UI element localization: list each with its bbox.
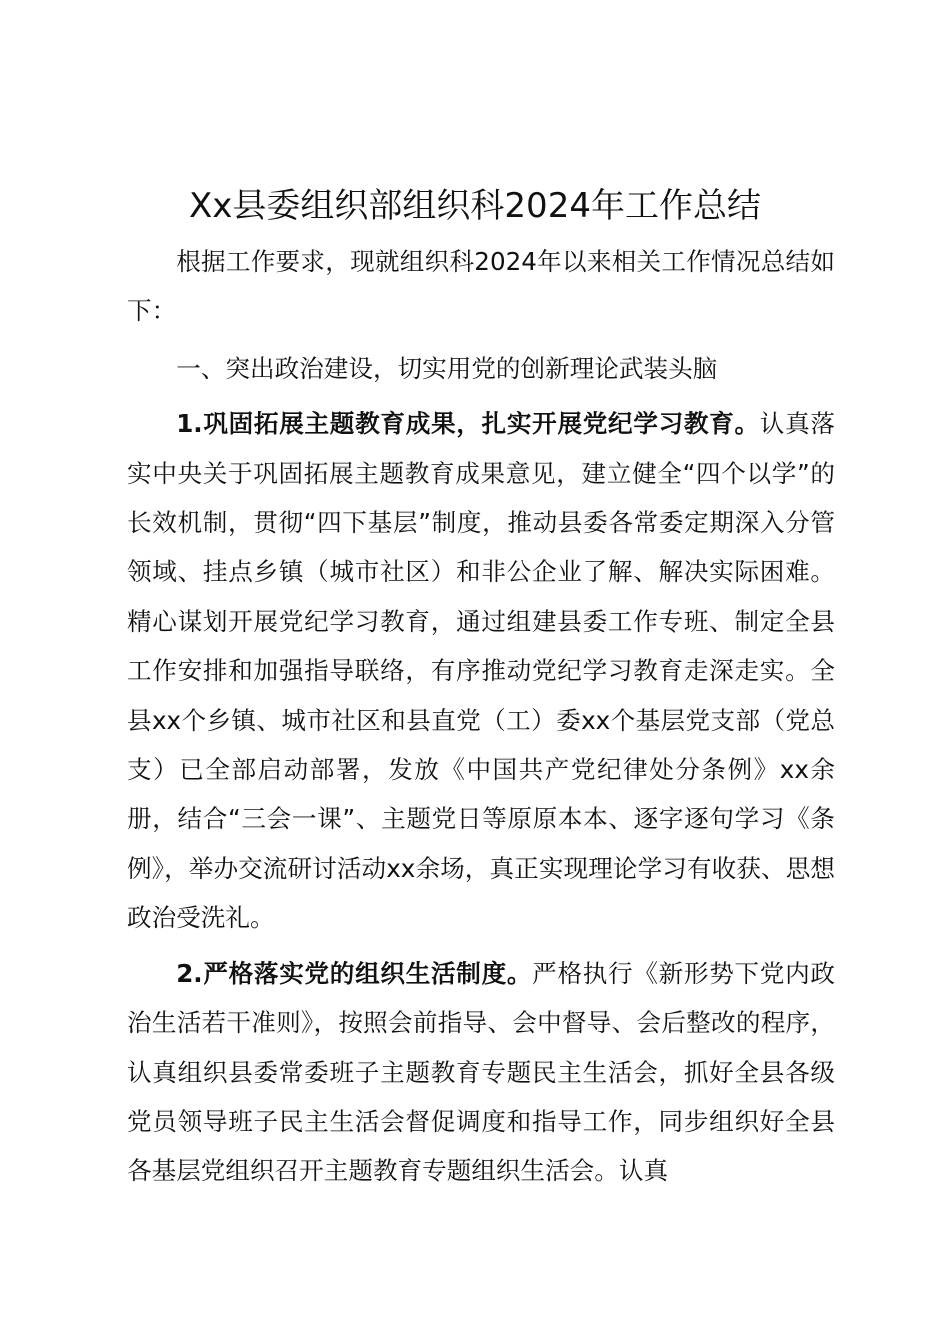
document-body: [127, 237, 835, 1196]
item-2-text: 严格执行《新形势下党内政治生活若干准则》，按照会前指导、会中督导、会后整改的程序，认真组织县委常委班子主题教育专题民主生活会，抓好全县各级党员领导班子民主生活会督促调度和指导工作，同步组织好全县各基层党组织召开主题教育专题组织生活会。认真: [127, 958, 835, 1186]
intro-paragraph: 根据工作要求，现就组织科2024年以来相关工作情况总结如下：: [127, 247, 835, 326]
item-2-paragraph: [127, 949, 835, 1196]
item-1-text: 认真落实中央关于巩固拓展主题教育成果意见，建立健全“四个以学”的长效机制，贯彻“四下基层”制度，推动县委各常委定期深入分管领域、挂点乡镇（城市社区）和非公企业了解、解决实际困难。精心谋划开展党纪学习教育，通过组建县委工作专班、制定全县工作安排和加强指导联络，有序推动党纪学习教育走深走实。全县xx个乡镇、城市社区和县直党（工）委xx个基层党支部（党总支）已全部启动部署，发放《中国共产党纪律处分条例》xx余册，结合“三会一课”、主题党日等原原本本、逐字逐句学习《条例》，举办交流研讨活动xx余场，真正实现理论学习有收获、思想政治受洗礼。: [127, 409, 835, 933]
section-heading-1: 一、突出政治建设，切实用党的创新理论武装头脑: [176, 353, 718, 383]
item-1-lead: 1.巩固拓展主题教育成果，扎实开展党纪学习教育。: [176, 409, 760, 439]
item-1-paragraph: [127, 399, 835, 942]
document-title: Xx县委组织部组织科2024年工作总结: [189, 186, 761, 226]
item-2-lead: 2.严格落实党的组织生活制度。: [176, 958, 533, 988]
